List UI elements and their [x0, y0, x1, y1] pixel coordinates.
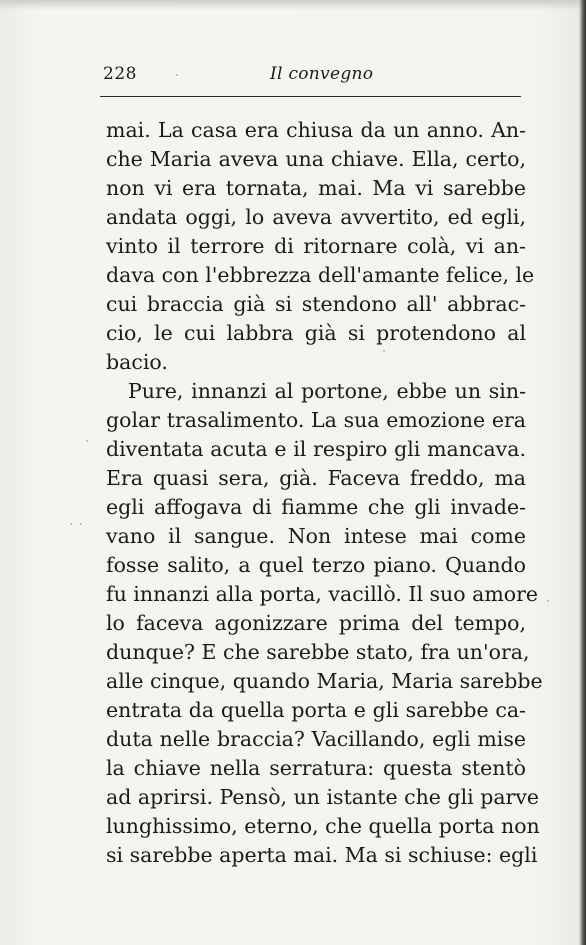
- text-line: Era quasi sera, già. Faceva freddo, ma: [106, 466, 526, 490]
- text-line: fu innanzi alla porta, vacillò. Il suo amore: [106, 582, 539, 606]
- paper-speck: [547, 600, 549, 602]
- text-line: bacio.: [106, 350, 168, 374]
- text-line: lunghissimo, eterno, che quella porta non: [106, 814, 540, 838]
- text-line: ad aprirsi. Pensò, un istante che gli parve: [106, 785, 540, 809]
- text-line: egli affogava di fiamme che gli invade-: [106, 495, 526, 519]
- text-line: cio, le cui labbra già si protendono al: [106, 321, 526, 345]
- text-line: Pure, innanzi al portone, ebbe un sin-: [128, 379, 526, 403]
- paper-speck: [70, 523, 72, 525]
- paper-speck: [80, 523, 82, 525]
- paper-speck: [383, 350, 385, 352]
- text-line: lo faceva agonizzare prima del tempo,: [106, 611, 526, 635]
- text-line: alle cinque, quando Maria, Maria sarebbe: [106, 669, 543, 693]
- text-line: la chiave nella serratura: questa stentò: [106, 756, 526, 780]
- text-line: vano il sangue. Non intese mai come: [106, 524, 526, 548]
- page-right-edge-shadow: [579, 0, 586, 945]
- text-line: mai. La casa era chiusa da un anno. An-: [106, 118, 526, 142]
- running-title: Il convegno: [270, 64, 374, 84]
- text-line: golar trasalimento. La sua emozione era: [106, 408, 526, 432]
- page-top-shadow: [0, 0, 586, 10]
- header-rule: [100, 96, 521, 97]
- text-line: si sarebbe aperta mai. Ma si schiuse: egli: [106, 843, 538, 867]
- text-line: andata oggi, lo aveva avvertito, ed egli,: [106, 205, 526, 229]
- text-line: cui braccia già si stendono all' abbrac-: [106, 292, 526, 316]
- text-line: non vi era tornata, mai. Ma vi sarebbe: [106, 176, 526, 200]
- text-line: entrata da quella porta e gli sarebbe ca-: [106, 698, 526, 722]
- text-line: che Maria aveva una chiave. Ella, certo,: [106, 147, 526, 171]
- text-line: fosse salito, a quel terzo piano. Quando: [106, 553, 526, 577]
- text-line: dunque? E che sarebbe stato, fra un'ora,: [106, 640, 530, 664]
- paper-speck: [176, 74, 178, 76]
- text-line: dava con l'ebbrezza dell'amante felice, le: [106, 263, 535, 287]
- body-text: [106, 116, 543, 870]
- page-number: 228: [103, 64, 137, 84]
- text-line: diventata acuta e il respiro gli mancava.: [106, 437, 526, 461]
- text-line: duta nelle braccia? Vacillando, egli mise: [106, 727, 526, 751]
- paper-speck: [86, 440, 88, 442]
- text-line: vinto il terrore di ritornare colà, vi an-: [106, 234, 526, 258]
- running-head: [103, 64, 521, 88]
